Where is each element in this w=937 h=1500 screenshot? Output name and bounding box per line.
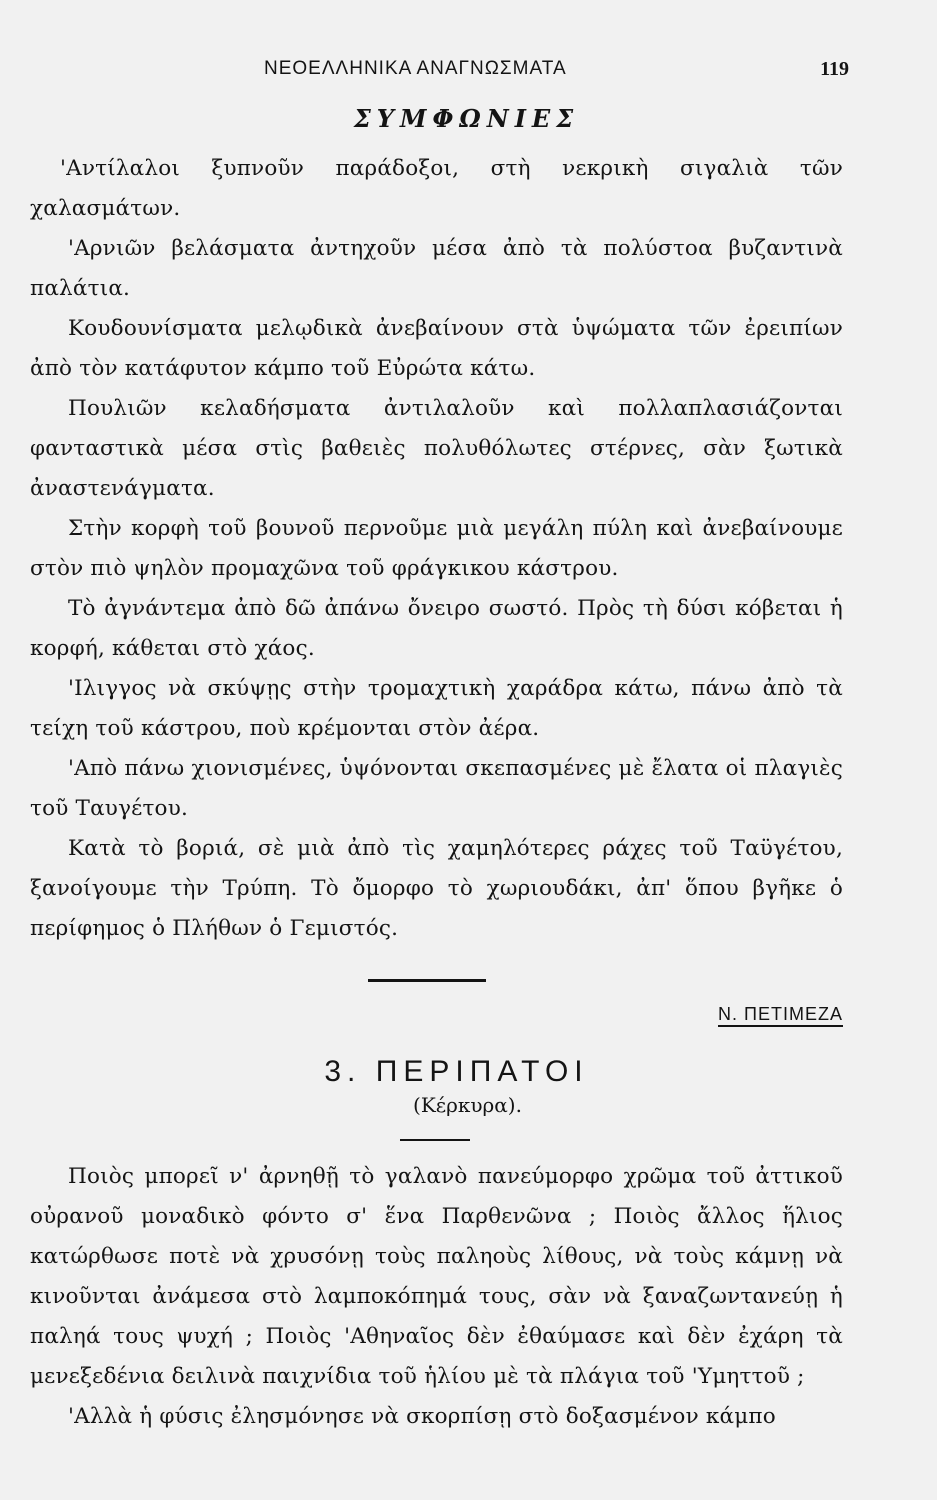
chapter-title: 3. ΠΕΡΙΠΑΤΟΙ [324,1055,589,1088]
paragraph: Κατὰ τὸ βοριά, σὲ μιὰ ἀπὸ τὶς χαμηλότερες ράχες τοῦ Ταϋγέτου, ξανοίγουμε τὴν Τρύπη. Τὸ ὄμορφο τὸ χωριουδάκι, ἀπ' ὅπου βγῆκε ὁ περίφημος ὁ Πλήθων ὁ Γεμιστός. [30,836,843,941]
page-header [30,48,849,90]
paragraph: 'Αλλὰ ἡ φύσις ἐλησμόνησε νὰ σκορπίσῃ στὸ δοξασμένον κάμπο [68,1404,776,1429]
section-title: ΣΥΜΦΩΝΙΕΣ [353,104,580,133]
paragraph: 'Απὸ πάνω χιονισμένες, ὑψόνονται σκεπασμένες μὲ ἔλατα οἱ πλαγιὲς τοῦ Ταυγέτου. [30,756,843,821]
chapter-subtitle: (Κέρκυρα). [413,1093,522,1117]
paragraph: Κουδουνίσματα μελῳδικὰ ἀνεβαίνουν στὰ ὑψώματα τῶν ἐρειπίων ἀπὸ τὸν κατάφυτον κάμπο τοῦ Εὐρώτα κάτω. [30,316,843,381]
section-body [30,149,843,949]
paragraph: Τὸ ἀγνάντεμα ἀπὸ δῶ ἀπάνω ὄνειρο σωστό. Πρὸς τὴ δύσι κόβεται ἡ κορφή, κάθεται στὸ χάος. [30,596,843,661]
paragraph: 'Αρνιῶν βελάσματα ἀντηχοῦν μέσα ἀπὸ τὰ πολύστοα βυζαντινὰ παλάτια. [30,236,843,301]
paragraph: 'Αντίλαλοι ξυπνοῦν παράδοξοι, στὴ νεκρικὴ σιγαλιὰ τῶν χαλασμάτων. [30,156,843,221]
paragraph: Στὴν κορφὴ τοῦ βουνοῦ περνοῦμε μιὰ μεγάλη πύλη καὶ ἀνεβαίνουμε στὸν πιὸ ψηλὸν προμαχῶνα τοῦ φράγκικου κάστρου. [30,516,843,581]
paragraph: Ποιὸς μπορεῖ ν' ἀρνηθῇ τὸ γαλανὸ πανεύμορφο χρῶμα τοῦ ἀττικοῦ οὐρανοῦ μοναδικὸ φόντο σ' ἕνα Παρθενῶνα ; Ποιὸς ἄλλος ἥλιος κατώρθωσε ποτὲ νὰ χρυσόνῃ τοὺς παληοὺς λίθους, νὰ τοὺς κάμνῃ νὰ κινοῦνται ἀνάμεσα στὸ λαμποκόπημά τους, σὰν νὰ ξαναζωντανεύῃ ἡ παληά τους ψυχή ; Ποιὸς 'Αθηναῖος δὲν ἐθαύμασε καὶ δὲν ἐχάρη τὰ μενεξεδένια δειλινὰ παιχνίδια τοῦ ἡλίου μὲ τὰ πλάγια τοῦ 'Υμηττοῦ ; [30,1164,843,1389]
chapter-divider-rule [400,1139,470,1141]
page-number: 119 [820,58,849,80]
author-name: Ν. ΠΕΤΙΜΕΖΑ [718,1004,843,1027]
chapter-body [30,1157,843,1437]
running-head: ΝΕΟΕΛΛΗΝΙΚΑ ΑΝΑΓΝΩΣΜΑΤΑ [264,58,567,79]
paragraph: Πουλιῶν κελαδήσματα ἀντιλαλοῦν καὶ πολλαπλασιάζονται φανταστικὰ μέσα στὶς βαθειὲς πολυθόλωτες στέρνες, σὰν ξωτικὰ ἀναστενάγματα. [30,396,843,501]
paragraph: 'Ιλιγγος νὰ σκύψῃς στὴν τρομαχτικὴ χαράδρα κάτω, πάνω ἀπὸ τὰ τείχη τοῦ κάστρου, ποὺ κρέμονται στὸν ἀέρα. [30,676,843,741]
author-signature [30,1004,843,1025]
divider-rule [368,979,486,982]
